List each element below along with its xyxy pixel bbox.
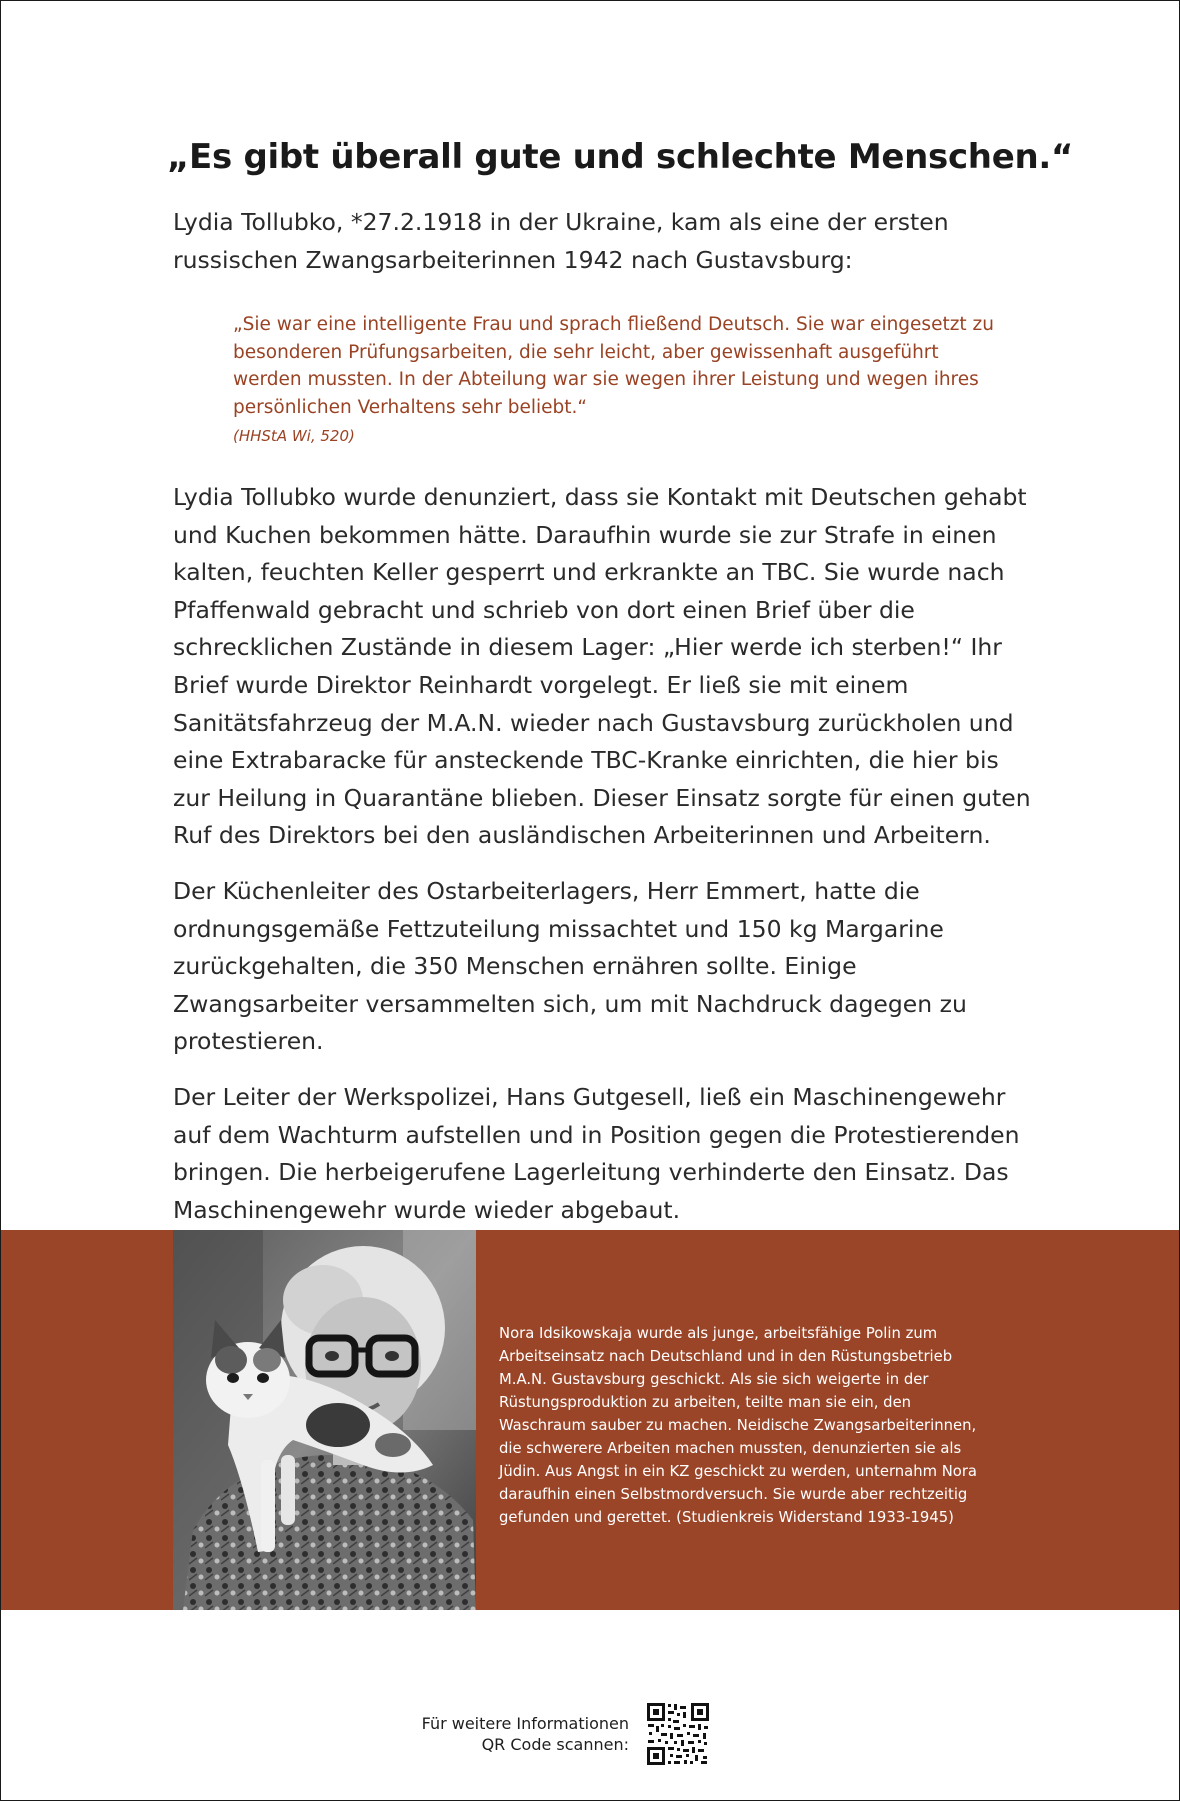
footer-text	[361, 1713, 629, 1755]
footer-line-2: QR Code scannen:	[481, 1735, 629, 1754]
quote-block	[233, 311, 1013, 445]
page-title: „Es gibt überall gute und schlechte Menschen.“	[167, 137, 1074, 177]
photo-caption: Nora Idsikowskaja wurde als junge, arbeitsfähige Polin zum Arbeitseinsatz nach Deutschland und in den Rüstungsbetrieb M.A.N. Gustavsburg geschickt. Als sie sich weigerte in der Rüstungsproduktion zu arbeiten, teilte man sie ein, den Waschraum sauber zu machen. Neidische Zwangsarbeiterinnen, die schwerere Arbeiten machen mussten, denunzierten sie als Jüdin. Aus Angst in ein KZ geschickt zu werden, unternahm Nora daraufhin einen Selbstmordversuch. Sie wurde aber rechtzeitig gefunden und gerettet. (Studienkreis Widerstand 1933-1945)	[499, 1325, 977, 1526]
intro-text: Lydia Tollubko, *27.2.1918 in der Ukraine, kam als eine der ersten russischen Zwangsarbeiterinnen 1942 nach Gustavsburg:	[173, 208, 949, 274]
qr-code-icon[interactable]	[646, 1702, 710, 1766]
paragraph-denunciation: Lydia Tollubko wurde denunziert, dass sie Kontakt mit Deutschen gehabt und Kuchen bekommen hätte. Daraufhin wurde sie zur Strafe in einen kalten, feuchten Keller gesperrt und erkrankte an TBC. Sie wurde nach Pfaffenwald gebracht und schrieb von dort einen Brief über die schrecklichen Zustände in diesem Lager: „Hier werde ich sterben!“ Ihr Brief wurde Direktor Reinhardt vorgelegt. Er ließ sie mit einem Sanitätsfahrzeug der M.A.N. wieder nach Gustavsburg zurückholen und eine Extrabaracke für ansteckende TBC-Kranke einrichten, die hier bis zur Heilung in Quarantäne blieben. Dieser Einsatz sorgte für einen guten Ruf des Direktors bei den ausländischen Arbeiterinnen und Arbeitern.	[173, 483, 1031, 850]
paragraph-machine-gun: Der Leiter der Werkspolizei, Hans Gutgesell, ließ ein Maschinengewehr auf dem Wachturm aufstellen und in Position gegen die Protestierenden bringen. Die herbeigerufene Lagerleitung verhinderte den Einsatz. Das Maschinengewehr wurde wieder abgebaut.	[173, 1082, 1020, 1224]
paragraph-margarine: Der Küchenleiter des Ostarbeiterlagers, Herr Emmert, hatte die ordnungsgemäße Fettzuteilung missachtet und 150 kg Margarine zurückgehalten, die 350 Menschen ernähren sollte. Einige Zwangsarbeiter versammelten sich, um mit Nachdruck dagegen zu protestieren.	[173, 876, 967, 1056]
quote-source: (HHStA Wi, 520)	[233, 427, 355, 445]
footer-line-1: Für weitere Informationen	[421, 1714, 629, 1733]
photo-graphic	[173, 1230, 476, 1610]
quote-text: „Sie war eine intelligente Frau und sprach fließend Deutsch. Sie war eingesetzt zu besonderen Prüfungsarbeiten, die sehr leicht, aber gewissenhaft ausgeführt werden mussten. In der Abteilung war sie wegen ihrer Leistung und wegen ihres persönlichen Verhaltens sehr beliebt.“	[233, 314, 994, 418]
body-text	[173, 479, 1033, 1247]
woman-with-cat-photo	[173, 1230, 476, 1610]
qr-graphic	[646, 1702, 710, 1766]
